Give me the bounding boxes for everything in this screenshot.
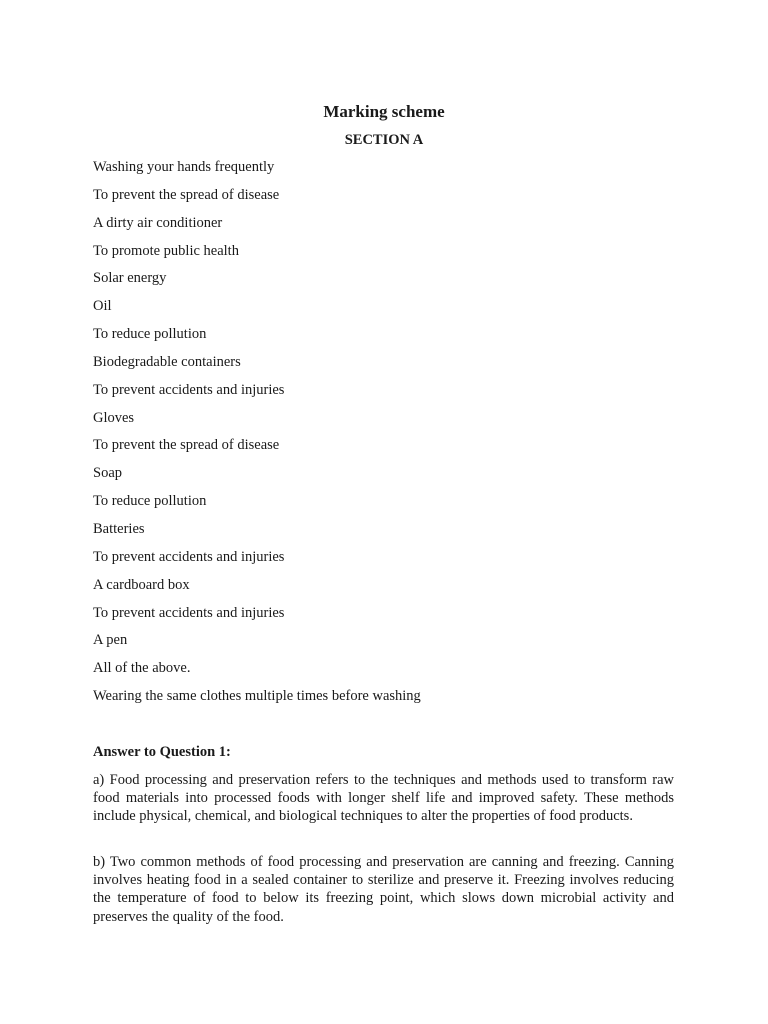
answer-line: Wearing the same clothes multiple times before washing bbox=[93, 688, 421, 705]
answer-line: Biodegradable containers bbox=[93, 353, 241, 370]
answer-line: Solar energy bbox=[93, 270, 167, 287]
section-a-answer-list bbox=[93, 157, 674, 714]
answer-line: To prevent the spread of disease bbox=[93, 186, 280, 203]
answer-line: A cardboard box bbox=[93, 576, 190, 593]
answer-line: Batteries bbox=[93, 520, 145, 537]
answer-line: To reduce pollution bbox=[93, 493, 207, 510]
answer-line: To promote public health bbox=[93, 242, 239, 259]
question-1-part-b: b) Two common methods of food processing and preservation are canning and freezing. Canning involves heating food in a sealed container to sterilize and preserve it. Freezing involves reducing the temperature of food to below its freezing point, which slows down microbial activity and preserves the quality of the food. bbox=[93, 854, 674, 925]
answer-line: To reduce pollution bbox=[93, 326, 207, 343]
answer-line: Soap bbox=[93, 465, 122, 482]
answer-line: To prevent the spread of disease bbox=[93, 437, 280, 454]
document-title: Marking scheme bbox=[323, 102, 445, 121]
answer-line: To prevent accidents and injuries bbox=[93, 604, 285, 621]
question-1-heading: Answer to Question 1: bbox=[93, 744, 231, 760]
answer-line: To prevent accidents and injuries bbox=[93, 381, 285, 398]
answer-line: Washing your hands frequently bbox=[93, 159, 275, 175]
section-a-heading: SECTION A bbox=[344, 132, 424, 148]
answer-line: Gloves bbox=[93, 409, 135, 426]
answer-line: A dirty air conditioner bbox=[93, 214, 223, 231]
answer-line: To prevent accidents and injuries bbox=[93, 548, 285, 565]
answer-line: All of the above. bbox=[93, 660, 191, 677]
answer-line: Oil bbox=[93, 298, 112, 315]
answer-line: A pen bbox=[93, 632, 128, 649]
question-1-part-a: a) Food processing and preservation refers to the techniques and methods used to transform raw food materials into processed foods with longer shelf life and improved safety. These methods include physical, chemical, and biological techniques to alter the properties of food products. bbox=[93, 772, 674, 825]
